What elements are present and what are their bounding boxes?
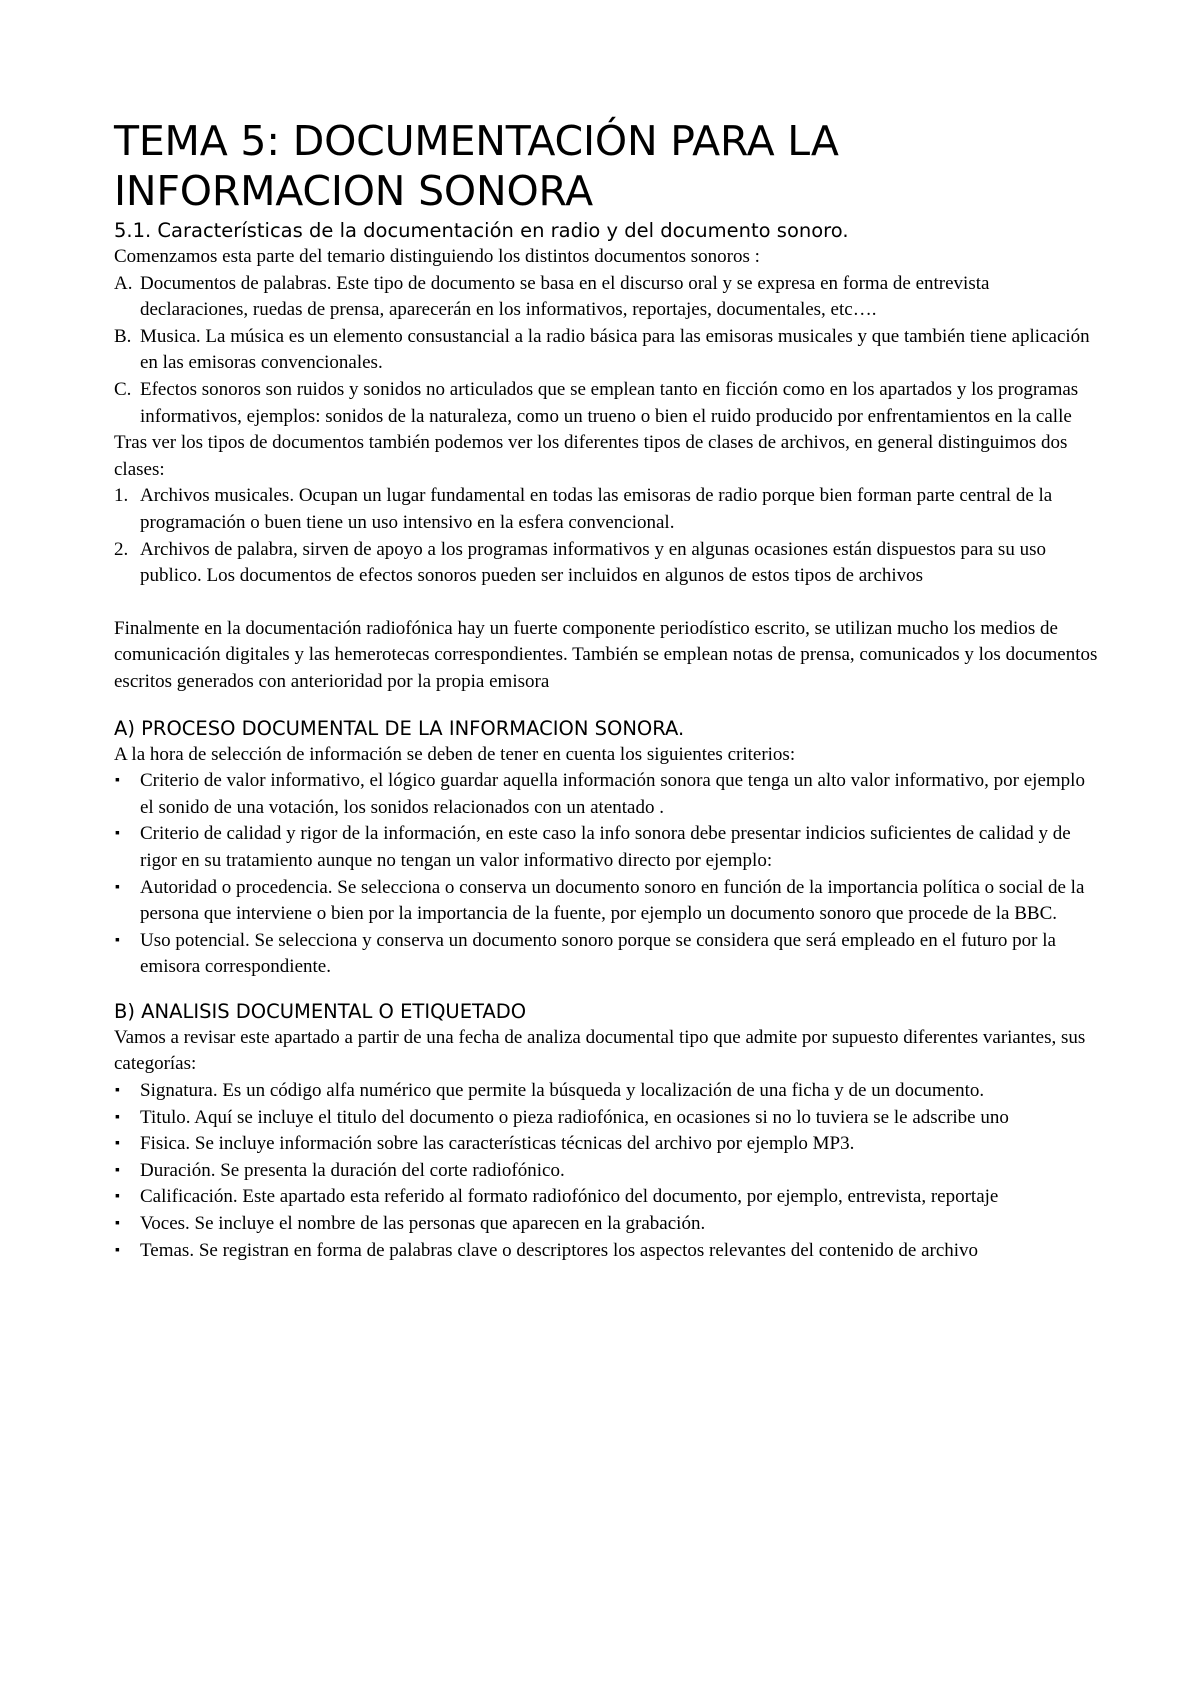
list-item (114, 1211, 1100, 1238)
list-marker: 2. (114, 538, 129, 560)
list-item (114, 768, 1100, 821)
bullet-icon: ▪ (115, 826, 120, 842)
list-item-text: Fisica. Se incluye información sobre las características técnicas del archivo por ejemplo MP3. (140, 1133, 855, 1155)
list-item (114, 1238, 1100, 1265)
section-b-heading: B) ANALISIS DOCUMENTAL O ETIQUETADO (114, 999, 527, 1023)
criteria-list (114, 768, 1100, 981)
list-item (114, 875, 1100, 928)
list-marker: B. (114, 325, 132, 347)
list-item-text: Archivos musicales. Ocupan un lugar fundamental en todas las emisoras de radio porque bien forman parte central de la programación o buen tiene un uso intensivo en la esfera convencional. (140, 485, 1053, 533)
archives-intro-paragraph: Tras ver los tipos de documentos también podemos ver los diferentes tipos de clases de archivos, en general distinguimos dos clases: (114, 432, 1068, 480)
bullet-icon: ▪ (115, 1083, 120, 1099)
bullet-icon: ▪ (115, 932, 120, 948)
bullet-icon: ▪ (115, 1136, 120, 1152)
archive-types-list (114, 483, 1100, 589)
bullet-icon: ▪ (115, 1242, 120, 1258)
list-item (114, 821, 1100, 874)
list-item-text: Temas. Se registran en forma de palabras clave o descriptores los aspectos relevantes del contenido de archivo (140, 1239, 979, 1261)
list-item (114, 928, 1100, 981)
document-title: TEMA 5: DOCUMENTACIÓN PARA LA INFORMACION SONORA (114, 117, 839, 216)
section-subtitle: 5.1. Características de la documentación en radio y del documento sonoro. (114, 219, 849, 243)
categories-list (114, 1078, 1100, 1264)
list-marker: A. (114, 272, 133, 294)
intro-paragraph: Comenzamos esta parte del temario distinguiendo los distintos documentos sonoros : (114, 246, 760, 268)
section-b-intro: Vamos a revisar este apartado a partir de una fecha de analiza documental tipo que admite por supuesto diferentes variantes, sus categorías: (114, 1026, 1086, 1075)
list-item-text: Efectos sonoros son ruidos y sonidos no articulados que se emplean tanto en ficción como en los apartados y los programas informativos, ejemplos: sonidos de la naturaleza, como un trueno o bien el ruido producido por enfrentamientos en la calle (140, 379, 1079, 427)
list-item-text: Duración. Se presenta la duración del corte radiofónico. (140, 1159, 565, 1181)
bullet-icon: ▪ (115, 1189, 120, 1205)
bullet-icon: ▪ (115, 773, 120, 789)
list-item (114, 377, 1100, 430)
list-item (114, 1105, 1100, 1132)
list-item (114, 483, 1100, 536)
list-item-text: Calificación. Este apartado esta referido al formato radiofónico del documento, por ejemplo, entrevista, reportaje (140, 1186, 999, 1208)
list-item (114, 271, 1100, 324)
section-a-heading: A) PROCESO DOCUMENTAL DE LA INFORMACION SONORA. (114, 716, 685, 740)
list-item-text: Musica. La música es un elemento consustancial a la radio básica para las emisoras musicales y que también tiene aplicación en las emisoras convencionales. (140, 325, 1090, 374)
list-item-text: Autoridad o procedencia. Se selecciona o conserva un documento sonoro en función de la importancia política o social de la persona que interviene o bien por la importancia de la fuente, por ejemplo un documento sonoro que procede de la BBC. (140, 876, 1085, 925)
list-marker: C. (114, 379, 132, 400)
list-item (114, 1078, 1100, 1105)
bullet-icon: ▪ (115, 1109, 120, 1125)
list-item-text: Archivos de palabra, sirven de apoyo a los programas informativos y en algunas ocasiones están dispuestos para su uso publico. Los documentos de efectos sonoros pueden ser incluidos en algunos de estos tipos de archivos (140, 538, 1046, 587)
list-marker: 1. (114, 485, 129, 507)
list-item (114, 537, 1100, 590)
list-item-text: Uso potencial. Se selecciona y conserva un documento sonoro porque se considera que será empleado en el futuro por la emisora correspondiente. (140, 929, 1056, 978)
bullet-icon: ▪ (115, 1216, 120, 1232)
list-item-text: Criterio de valor informativo, el lógico guardar aquella información sonora que tenga un alto valor informativo, por ejemplo el sonido de una votación, los sonidos relacionados con un atentado . (140, 770, 1085, 818)
bullet-icon: ▪ (115, 879, 120, 895)
list-item (114, 1184, 1100, 1211)
list-item-text: Signatura. Es un código alfa numérico que permite la búsqueda y localización de una ficha y de un documento. (140, 1080, 985, 1102)
document-types-list (114, 271, 1100, 431)
closing-paragraph: Finalmente en la documentación radiofónica hay un fuerte componente periodístico escrito, se utilizan mucho los medios de comunicación digitales y las hemerotecas correspondientes. También se emplean notas de prensa, comunicados y los documentos escritos generados con anterioridad por la propia emisora (114, 617, 1098, 692)
list-item (114, 324, 1100, 377)
list-item-text: Criterio de calidad y rigor de la información, en este caso la info sonora debe presentar indicios suficientes de calidad y de rigor en su tratamiento aunque no tengan un valor informativo directo por ejemplo: (140, 823, 1071, 871)
list-item-text: Documentos de palabras. Este tipo de documento se basa en el discurso oral y se expresa en forma de entrevista declaraciones, ruedas de prensa, aparecerán en los informativos, reportajes, documentales, etc…. (140, 272, 990, 321)
list-item-text: Voces. Se incluye el nombre de las personas que aparecen en la grabación. (140, 1213, 706, 1235)
list-item (114, 1158, 1100, 1185)
section-a-intro: A la hora de selección de información se deben de tener en cuenta los siguientes criterios: (114, 743, 796, 765)
bullet-icon: ▪ (115, 1162, 120, 1178)
list-item (114, 1131, 1100, 1158)
list-item-text: Titulo. Aquí se incluye el titulo del documento o pieza radiofónica, en ocasiones si no lo tuviera se le adscribe uno (140, 1106, 1009, 1128)
